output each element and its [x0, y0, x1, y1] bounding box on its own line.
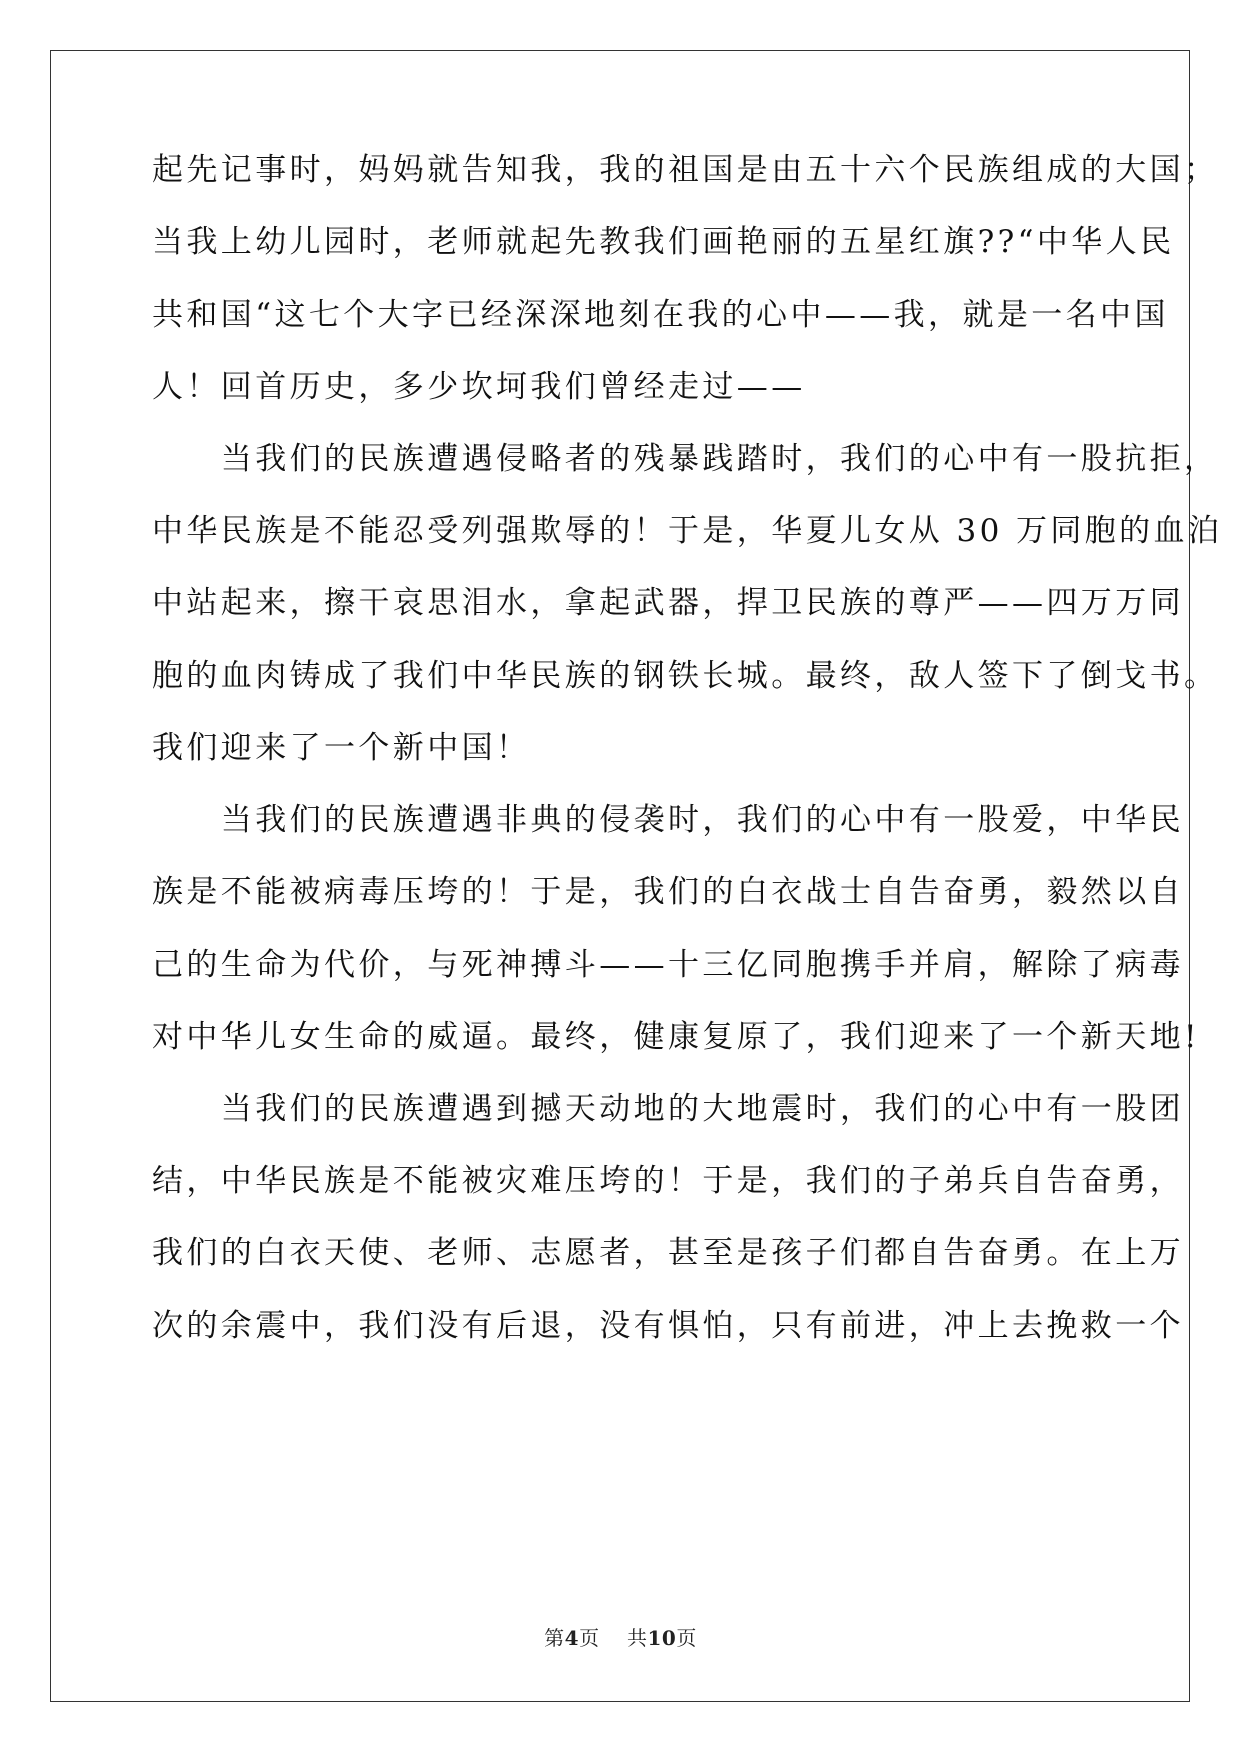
- text-line-8: 胞的血肉铸成了我们中华民族的钢铁长城。最终，敌人签下了倒戈书。: [152, 658, 1219, 694]
- page-prefix: 第: [544, 1626, 565, 1650]
- text-line-14: 当我们的民族遭遇到撼天动地的大地震时，我们的心中有一股团: [152, 1091, 1184, 1127]
- text-line-5: 当我们的民族遭遇侵略者的残暴践踏时，我们的心中有一股抗拒，: [152, 441, 1219, 477]
- total-suffix: 页: [676, 1626, 697, 1650]
- text-line-11: 族是不能被病毒压垮的！于是，我们的白衣战士自告奋勇，毅然以自: [152, 874, 1184, 910]
- page-footer: [0, 1622, 1241, 1651]
- text-line-15: 结，中华民族是不能被灾难压垮的！于是，我们的子弟兵自告奋勇，: [152, 1163, 1184, 1199]
- text-line-6: 中华民族是不能忍受列强欺辱的！于是，华夏儿女从 30 万同胞的血泊: [152, 513, 1223, 549]
- page-suffix: 页: [579, 1626, 600, 1650]
- text-line-17: 次的余震中，我们没有后退，没有惧怕，只有前进，冲上去挽救一个: [152, 1308, 1184, 1344]
- total-prefix: 共: [627, 1626, 648, 1650]
- text-line-1: 起先记事时，妈妈就告知我，我的祖国是由五十六个民族组成的大国；: [152, 152, 1219, 188]
- text-line-10: 当我们的民族遭遇非典的侵袭时，我们的心中有一股爱，中华民: [152, 802, 1184, 838]
- text-line-9: 我们迎来了一个新中国！: [152, 730, 531, 766]
- text-line-2: 当我上幼儿园时，老师就起先教我们画艳丽的五星红旗??“中华人民: [152, 224, 1175, 260]
- total-pages: 10: [647, 1626, 677, 1650]
- text-line-4: 人！回首历史，多少坎坷我们曾经走过——: [152, 369, 806, 405]
- text-line-16: 我们的白衣天使、老师、志愿者，甚至是孩子们都自告奋勇。在上万: [152, 1235, 1184, 1271]
- text-line-12: 己的生命为代价，与死神搏斗——十三亿同胞携手并肩，解除了病毒: [152, 947, 1184, 983]
- text-line-3: 共和国“这七个大字已经深深地刻在我的心中——我，就是一名中国: [152, 297, 1169, 333]
- page-number: 4: [564, 1626, 580, 1650]
- text-line-13: 对中华儿女生命的威逼。最终，健康复原了，我们迎来了一个新天地!: [152, 1019, 1200, 1055]
- text-line-7: 中站起来，擦干哀思泪水，拿起武器，捍卫民族的尊严——四万万同: [152, 585, 1184, 621]
